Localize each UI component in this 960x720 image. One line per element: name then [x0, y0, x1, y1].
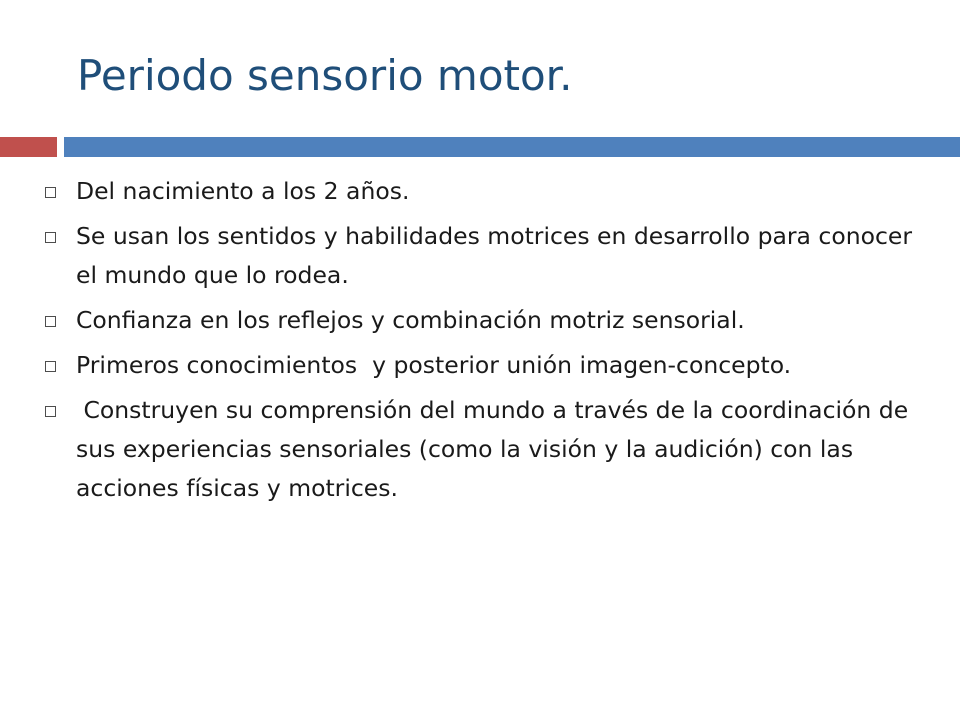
bullet-item: [0, 391, 960, 508]
bullet-item: [0, 346, 960, 385]
bullet-item: [0, 217, 960, 295]
bullet-text: Construyen su comprensión del mundo a través de la coordinación de sus experiencias sensoriales (como la visión y la audición) con las acciones físicas y motrices.: [76, 396, 916, 502]
slide-title: Periodo sensorio motor.: [77, 51, 573, 100]
hollow-square-bullet-icon: [45, 361, 56, 372]
hollow-square-bullet-icon: [45, 187, 56, 198]
bullet-text: Primeros conocimientos y posterior unión imagen-concepto.: [76, 351, 792, 379]
title-accent-bar-red: [0, 137, 57, 157]
hollow-square-bullet-icon: [45, 232, 56, 243]
hollow-square-bullet-icon: [45, 406, 56, 417]
bullet-text: Confianza en los reflejos y combinación motriz sensorial.: [76, 306, 745, 334]
bullet-list: [0, 172, 960, 514]
title-accent-bar-blue: [64, 137, 960, 157]
hollow-square-bullet-icon: [45, 316, 56, 327]
bullet-item: [0, 301, 960, 340]
bullet-text: Del nacimiento a los 2 años.: [76, 177, 410, 205]
bullet-item: [0, 172, 960, 211]
bullet-text: Se usan los sentidos y habilidades motrices en desarrollo para conocer el mundo que lo rodea.: [76, 222, 920, 289]
